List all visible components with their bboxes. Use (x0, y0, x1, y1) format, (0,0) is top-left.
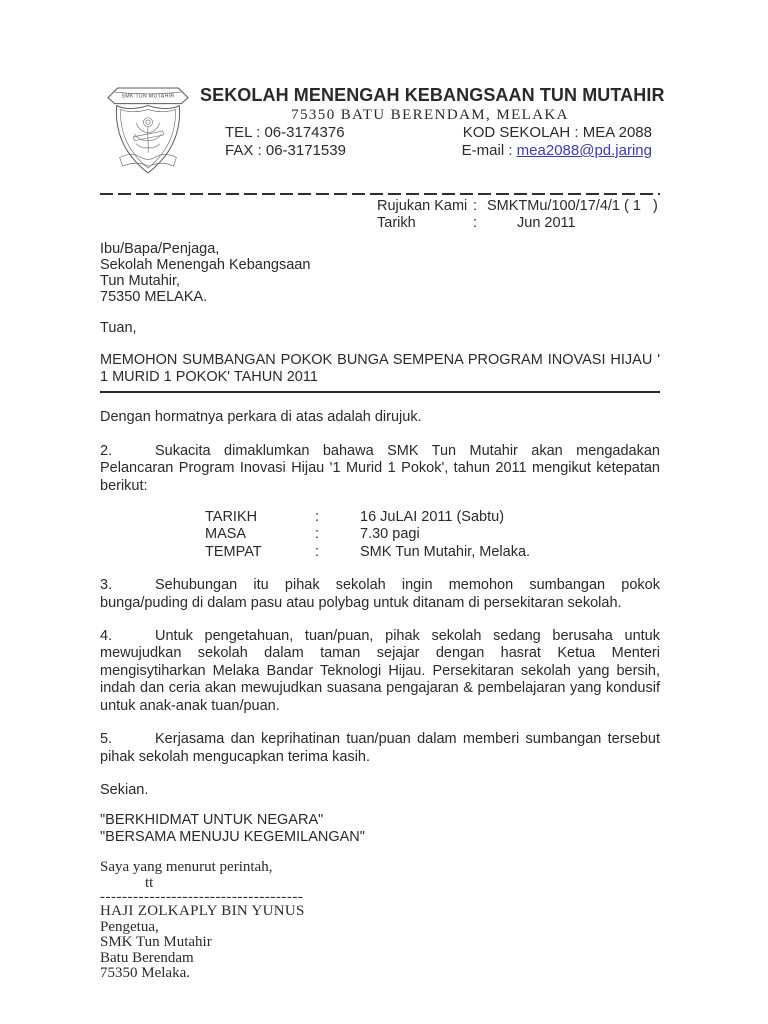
event-colon: : (315, 543, 320, 560)
paragraph-number: 2. (100, 442, 113, 459)
tarikh-label: Tarikh (377, 214, 416, 231)
recipient-line: 75350 MELAKA. (100, 289, 208, 305)
letter-page (100, 84, 665, 982)
recipient-line: Tun Mutahir, (100, 273, 181, 289)
reference-block (377, 198, 660, 231)
recipient-line: Sekolah Menengah Kebangsaan (100, 257, 311, 273)
signatory-title: Pengetua, (100, 918, 159, 935)
paragraph-number: 3. (100, 577, 113, 594)
tarikh-colon: : (473, 214, 478, 231)
signature-tt: tt (145, 874, 154, 891)
crest-banner-text: SMK TUN MUTAHIR (121, 93, 175, 100)
event-value: 16 JuLAI 2011 (Sabtu) (360, 509, 505, 526)
email-link[interactable]: mea2088@pd.jaring (516, 142, 652, 159)
rujukan-value: SMKTMu/100/17/4/1 ( 1 ) (487, 198, 658, 214)
event-label: MASA (205, 526, 247, 543)
event-row-tarikh (205, 509, 660, 526)
fax-number: FAX : 06-3171539 (225, 142, 346, 159)
rujukan-label: Rujukan Kami (377, 198, 468, 214)
signature-block (100, 860, 660, 982)
signatory-name: HAJI ZOLKAPLY BIN YUNUS (100, 903, 305, 920)
recipient-address (100, 241, 660, 305)
signature-intro: Saya yang menurut perintah, (100, 859, 273, 876)
tarikh-value: Jun 2011 (517, 214, 576, 231)
paragraph-intro: Dengan hormatnya perkara di atas adalah dirujuk. (100, 409, 422, 426)
paragraph-text: Sukacita dimaklumkan bahawa SMK Tun Mutahir akan mengadakan Pelancaran Program Inovasi Hijau '1 Murid 1 Pokok', tahun 2011 mengikut ketepatan berikut: (100, 442, 660, 494)
event-label: TEMPAT (205, 543, 262, 560)
event-details (205, 509, 660, 561)
slogan-block (100, 812, 660, 845)
event-colon: : (315, 509, 320, 526)
signatory-area: Batu Berendam (100, 949, 194, 966)
paragraph-4 (100, 628, 660, 715)
salutation: Tuan, (100, 320, 137, 336)
reference-number-row (377, 198, 660, 215)
email-line (462, 142, 652, 160)
event-row-masa (205, 526, 660, 543)
paragraph-text: Untuk pengetahuan, tuan/puan, pihak sekolah sedang berusaha untuk mewujudkan sekolah dalam taman sejajar dengan hasrat Ketua Menteri mengisytiharkan Melaka Bandar Teknologi Hijau. Persekitaran sekolah yang bersih, indah dan ceria akan mewujudkan suasana pengajaran & pembelajaran yang kondusif untuk anak-anak tuan/puan. (100, 628, 660, 714)
signatory-org: SMK Tun Mutahir (100, 934, 212, 951)
slogan-line: "BERKHIDMAT UNTUK NEGARA" (100, 812, 324, 829)
event-colon: : (315, 526, 320, 543)
paragraph-number: 4. (100, 628, 113, 645)
contact-row-1 (200, 124, 660, 142)
slogan-line: "BERSAMA MENUJU KEGEMILANGAN" (100, 828, 365, 845)
subject-line: MEMOHON SUMBANGAN POKOK BUNGA SEMPENA PROGRAM INOVASI HIJAU ' 1 MURID 1 POKOK' TAHUN 2011 (100, 352, 660, 393)
email-label: E-mail : (461, 142, 517, 159)
letterhead-text (200, 84, 665, 160)
event-label: TARIKH (205, 509, 258, 526)
letterhead (100, 84, 665, 180)
rujukan-colon: : (473, 198, 478, 214)
school-address: 75350 BATU BERENDAM, MELAKA (291, 107, 569, 123)
contact-row-2 (200, 142, 660, 160)
school-crest-logo (104, 82, 192, 180)
school-name: SEKOLAH MENENGAH KEBANGSAAN TUN MUTAHIR (200, 85, 665, 105)
event-value: 7.30 pagi (360, 526, 420, 543)
signature-rule: ------------------------------------- (100, 889, 304, 906)
letterhead-divider (100, 193, 660, 195)
date-row (377, 215, 660, 232)
event-row-tempat (205, 544, 660, 561)
event-value: SMK Tun Mutahir, Melaka. (360, 543, 531, 560)
paragraph-text: Kerjasama dan keprihatinan tuan/puan dalam memberi sumbangan tersebut pihak sekolah mengucapkan terima kasih. (100, 731, 660, 765)
paragraph-text: Sehubungan itu pihak sekolah ingin memohon sumbangan pokok bunga/puding di dalam pasu atau polybag untuk ditanam di persekitaran sekolah. (100, 577, 660, 611)
school-code: KOD SEKOLAH : MEA 2088 (462, 124, 652, 141)
recipient-line: Ibu/Bapa/Penjaga, (100, 241, 220, 257)
signatory-postcode: 75350 Melaka. (100, 965, 190, 982)
paragraph-2 (100, 443, 660, 495)
paragraph-5 (100, 731, 660, 766)
closing-sekian: Sekian. (100, 781, 149, 798)
paragraph-3 (100, 577, 660, 612)
paragraph-number: 5. (100, 731, 113, 748)
tel-number: TEL : 06-3174376 (225, 124, 345, 141)
